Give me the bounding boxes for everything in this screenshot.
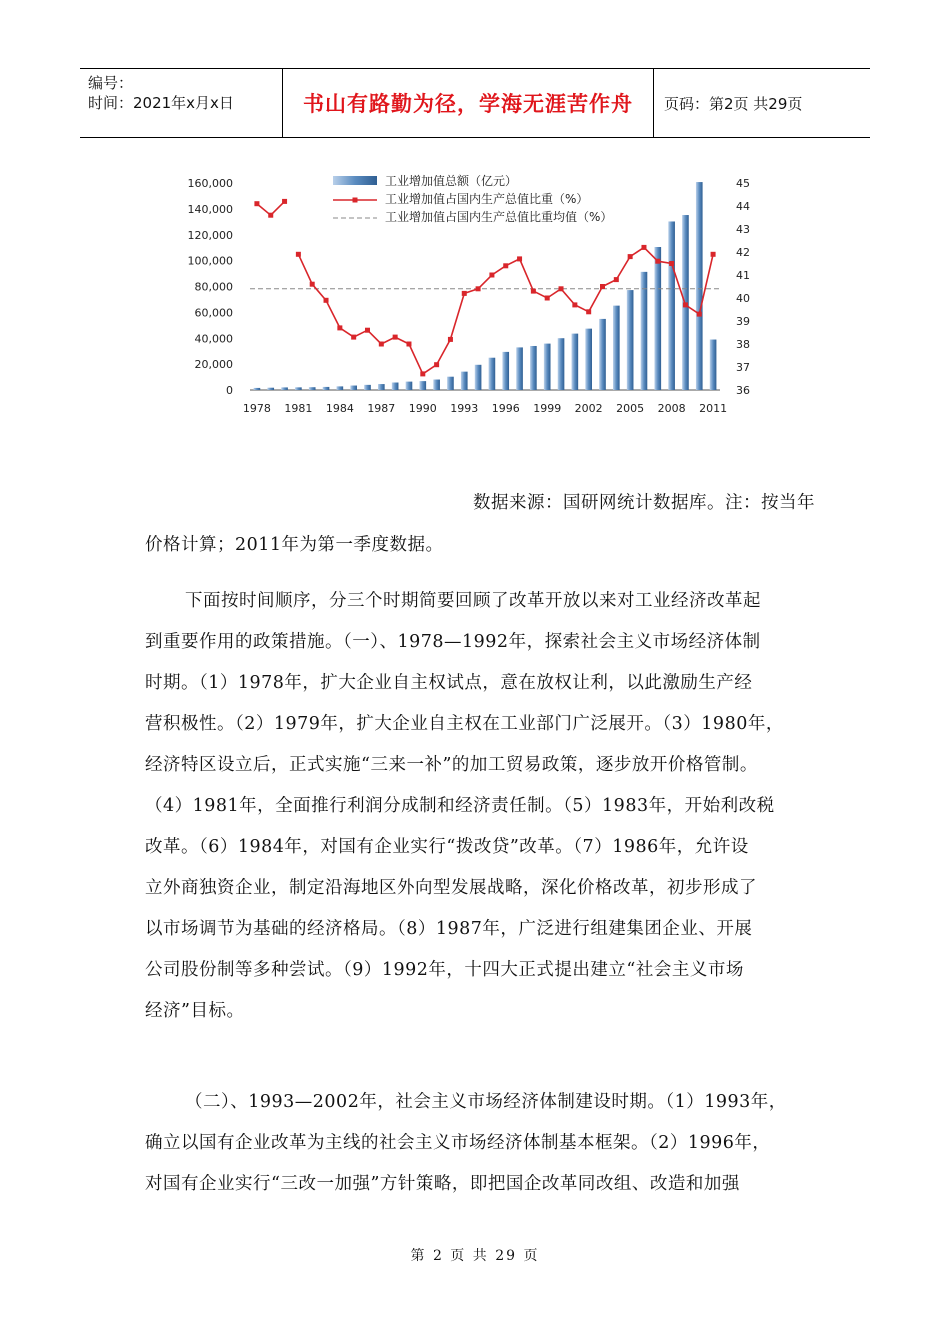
bar xyxy=(254,388,261,390)
ratio-point xyxy=(310,282,315,287)
y-right-tick-label: 45 xyxy=(736,177,750,190)
legend-label: 工业增加值占国内生产总值比重（%） xyxy=(385,192,589,206)
ratio-point xyxy=(600,284,605,289)
y-right-tick-label: 43 xyxy=(736,223,750,236)
ratio-point xyxy=(393,335,398,340)
ratio-point xyxy=(324,298,329,303)
x-tick-label: 1990 xyxy=(408,402,437,415)
bar xyxy=(544,344,551,390)
bar xyxy=(502,352,509,390)
text-line: 以市场调节为基础的经济格局。（8）1987年，广泛进行组建集团企业、开展 xyxy=(145,919,753,939)
y-right-tick-label: 44 xyxy=(736,200,750,213)
document-number-label: 编号： xyxy=(88,74,134,92)
x-tick-label: 1984 xyxy=(325,402,354,415)
bar xyxy=(461,372,468,390)
ratio-point xyxy=(545,296,550,301)
x-tick-label: 2002 xyxy=(574,402,603,415)
text-line: 改革。（6）1984年，对国有企业实行“拨改贷”改革。（7）1986年，允许设 xyxy=(145,837,749,857)
y-right-tick-label: 41 xyxy=(736,269,750,282)
ratio-point xyxy=(697,312,702,317)
y-left-tick-label: 120,000 xyxy=(187,228,233,242)
text-line: （二）、1993—2002年，社会主义市场经济体制建设时期。（1）1993年， xyxy=(185,1092,787,1112)
ratio-point xyxy=(531,289,536,294)
text-line: 到重要作用的政策措施。（一）、1978—1992年，探索社会主义市场经济体制 xyxy=(145,632,761,652)
bar xyxy=(309,387,316,390)
bar xyxy=(323,387,330,390)
y-left-tick-label: 60,000 xyxy=(194,306,233,320)
bar xyxy=(710,340,717,390)
legend-label: 工业增加值占国内生产总值比重均值（%） xyxy=(385,210,613,224)
y-right-tick-label: 36 xyxy=(736,384,750,397)
bar xyxy=(641,272,648,390)
x-tick-label: 2011 xyxy=(699,402,728,415)
bar xyxy=(337,386,344,390)
ratio-point xyxy=(420,371,425,376)
ratio-point xyxy=(406,342,411,347)
header-meta xyxy=(80,69,282,137)
ratio-point xyxy=(572,302,577,307)
y-left-tick-label: 20,000 xyxy=(194,358,233,372)
legend-swatch-bar xyxy=(333,176,377,185)
bar xyxy=(433,380,440,390)
ratio-point xyxy=(254,201,259,206)
ratio-point xyxy=(711,252,716,257)
bar xyxy=(406,382,413,390)
ratio-point xyxy=(476,286,481,291)
bar xyxy=(378,384,385,390)
text-line: 经济特区设立后，正式实施“三来一补”的加工贸易政策，逐步放开价格管制。 xyxy=(145,755,758,775)
ratio-point xyxy=(628,254,633,259)
y-left-tick-label: 160,000 xyxy=(187,177,233,190)
y-left-tick-label: 40,000 xyxy=(194,332,233,346)
legend-label: 工业增加值总额（亿元） xyxy=(385,174,518,188)
header-motto-cell xyxy=(282,69,654,137)
bar xyxy=(572,334,579,390)
text-line: 公司股份制等多种尝试。（9）1992年，十四大正式提出建立“社会主义市场 xyxy=(145,960,744,980)
bar xyxy=(475,365,482,390)
ratio-point xyxy=(641,245,646,250)
bar xyxy=(696,182,703,390)
page-header xyxy=(80,68,870,138)
ratio-point xyxy=(296,252,301,257)
body-paragraph-1 xyxy=(145,581,815,1032)
x-tick-label: 2005 xyxy=(616,402,645,415)
bar xyxy=(516,347,523,390)
ratio-point xyxy=(337,325,342,330)
y-left-tick-label: 0 xyxy=(226,384,233,397)
text-line: 时期。（1）1978年，扩大企业自主权试点，意在放权让利，以此激励生产经 xyxy=(145,673,753,693)
bar xyxy=(350,386,357,390)
text-line: 对国有企业实行“三改一加强”方针策略，即把国企改革同改组、改造和加强 xyxy=(145,1174,740,1194)
y-right-tick-label: 37 xyxy=(736,361,750,374)
bar xyxy=(627,290,634,390)
y-left-tick-label: 140,000 xyxy=(187,202,233,216)
y-right-tick-label: 38 xyxy=(736,338,750,351)
bar xyxy=(281,387,288,390)
x-tick-label: 1987 xyxy=(367,402,396,415)
ratio-point xyxy=(448,337,453,342)
legend-swatch-marker xyxy=(353,198,358,203)
x-tick-label: 1993 xyxy=(450,402,479,415)
ratio-point xyxy=(351,335,356,340)
industrial-value-chart xyxy=(175,168,775,433)
ratio-point xyxy=(282,199,287,204)
body-paragraph-2 xyxy=(145,1082,815,1205)
ratio-point xyxy=(517,256,522,261)
text-line: 下面按时间顺序，分三个时期简要回顾了改革开放以来对工业经济改革起 xyxy=(185,591,761,611)
bar xyxy=(613,306,620,390)
ratio-point xyxy=(268,213,273,218)
bar xyxy=(585,329,592,390)
y-right-tick-label: 39 xyxy=(736,315,750,328)
bar xyxy=(654,247,661,390)
ratio-point xyxy=(434,362,439,367)
ratio-point xyxy=(503,263,508,268)
x-tick-label: 1996 xyxy=(491,402,520,415)
source-note-line1: 数据来源：国研网统计数据库。注：按当年 xyxy=(473,493,815,513)
ratio-point xyxy=(559,286,564,291)
ratio-point xyxy=(669,261,674,266)
y-right-tick-label: 40 xyxy=(736,292,750,305)
y-right-tick-label: 42 xyxy=(736,246,750,259)
text-line: 经济”目标。 xyxy=(145,1001,245,1021)
bar xyxy=(364,385,371,390)
bar xyxy=(530,346,537,390)
ratio-point xyxy=(462,291,467,296)
text-line: 确立以国有企业改革为主线的社会主义市场经济体制基本框架。（2）1996年， xyxy=(145,1133,771,1153)
y-left-tick-label: 80,000 xyxy=(194,280,233,294)
ratio-point xyxy=(586,309,591,314)
page-footer: 第 2 页 共 29 页 xyxy=(410,1248,540,1264)
ratio-point xyxy=(489,273,494,278)
x-tick-label: 1981 xyxy=(284,402,313,415)
text-line: 营积极性。（2）1979年，扩大企业自主权在工业部门广泛展开。（3）1980年， xyxy=(145,714,784,734)
y-left-tick-label: 100,000 xyxy=(187,254,233,268)
document-time-label: 时间：2021年x月x日 xyxy=(88,94,234,112)
bar xyxy=(267,388,274,390)
text-line: （4）1981年，全面推行利润分成制和经济责任制。（5）1983年，开始利改税 xyxy=(145,796,775,816)
bar xyxy=(447,377,454,390)
bar xyxy=(489,358,496,390)
bar xyxy=(392,383,399,390)
header-motto: 书山有路勤为径，学海无涯苦作舟 xyxy=(303,92,633,116)
x-tick-label: 2008 xyxy=(657,402,686,415)
ratio-point xyxy=(614,277,619,282)
x-tick-label: 1999 xyxy=(533,402,562,415)
text-line: 立外商独资企业，制定沿海地区外向型发展战略，深化价格改革，初步形成了 xyxy=(145,878,757,898)
ratio-point xyxy=(683,302,688,307)
header-page-info xyxy=(654,69,870,137)
ratio-point xyxy=(379,342,384,347)
bar xyxy=(668,221,675,390)
bar xyxy=(599,319,606,390)
x-tick-label: 1978 xyxy=(242,402,271,415)
source-note-line2: 价格计算；2011年为第一季度数据。 xyxy=(145,535,444,555)
bar xyxy=(419,381,426,390)
bar xyxy=(558,338,565,390)
page-number-label: 页码：第2页 共29页 xyxy=(664,94,803,113)
ratio-point xyxy=(655,259,660,264)
bar xyxy=(295,387,302,390)
ratio-point xyxy=(365,328,370,333)
